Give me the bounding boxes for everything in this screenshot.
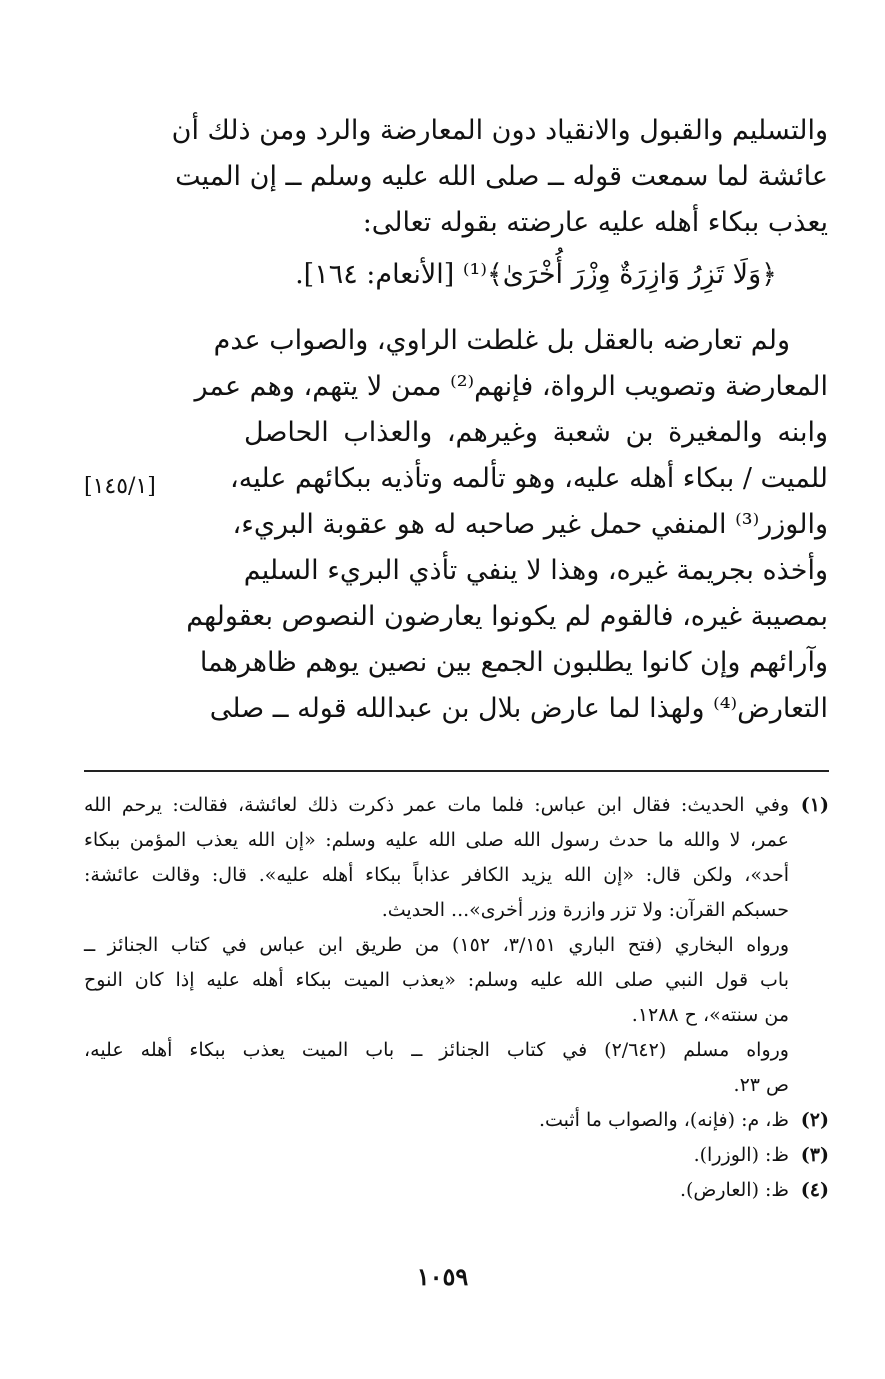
footnote-1 xyxy=(84,788,829,928)
text-line: والوزر⁽³⁾ المنفي حمل غير صاحبه له هو عقوبة البريء، xyxy=(232,509,828,540)
page-number: ١٠٥٩ xyxy=(416,1262,469,1291)
footnote-4 xyxy=(84,1173,829,1208)
text-line: والتسليم والقبول والانقياد دون المعارضة والرد ومن ذلك أن xyxy=(171,115,828,146)
quran-verse: ﴿وَلَا تَزِرُ وَازِرَةٌ وِزْرَ أُخْرَىٰ﴾⁽¹⁾ [الأنعام: ١٦٤]. xyxy=(295,259,777,290)
paragraph-gap xyxy=(244,304,828,318)
footnote-separator xyxy=(84,770,829,772)
footnote-line: ص ٢٣. xyxy=(733,1074,789,1096)
footnote-2 xyxy=(84,1103,829,1138)
footnote-1-bukhari xyxy=(84,928,829,1033)
footnote-number: (٢) xyxy=(800,1109,829,1131)
text-line: عائشة لما سمعت قوله ــ صلى الله عليه وسلم ــ إن الميت xyxy=(175,161,828,192)
text-line: يعذب ببكاء أهله عليه عارضته بقوله تعالى: xyxy=(362,207,828,238)
footnote-line: وفي الحديث: فقال ابن عباس: فلما مات عمر ذكرت ذلك لعائشة، فقالت: يرحم الله xyxy=(84,794,789,816)
footnote-line: ظ: (العارض). xyxy=(679,1179,789,1201)
footnote-line: ظ: (الوزرا). xyxy=(693,1144,789,1166)
footnote-number: (٤) xyxy=(800,1179,829,1201)
footnote-line: ورواه البخاري (فتح الباري ٣/١٥١، ١٥٢) من طريق ابن عباس في كتاب الجنائز ــ xyxy=(84,934,790,956)
text-line: المعارضة وتصويب الرواة، فإنهم⁽²⁾ ممن لا يتهم، وهم عمر xyxy=(194,371,828,402)
footnote-number: (٣) xyxy=(800,1144,829,1166)
text-line: وآرائهم وإن كانوا يطلبون الجمع بين نصين يوهم ظاهرهما xyxy=(199,647,828,678)
text-line: ولم تعارضه بالعقل بل غلطت الراوي، والصواب عدم xyxy=(213,325,790,356)
text-line: التعارض⁽⁴⁾ ولهذا لما عارض بلال بن عبدالله قوله ــ صلى xyxy=(209,693,828,724)
text-line: وابنه والمغيرة بن شعبة وغيرهم، والعذاب الحاصل xyxy=(244,417,828,448)
footnote-line: باب قول النبي صلى الله عليه وسلم: «يعذب الميت ببكاء أهله عليه إذا كان النوح xyxy=(84,969,789,991)
text-line: بمصيبة غيره، فالقوم لم يكونوا يعارضون النصوص بعقولهم xyxy=(186,601,828,632)
footnote-line: ورواه مسلم (٢/٦٤٢) في كتاب الجنائز ــ باب الميت يعذب ببكاء أهله عليه، xyxy=(84,1039,789,1061)
footnote-line: عمر، لا والله ما حدث رسول الله صلى الله عليه وسلم: «إن الله يعذب المؤمن ببكاء xyxy=(84,829,789,851)
margin-page-reference: [١٤٥/١] xyxy=(84,474,156,499)
footnote-number: (١) xyxy=(800,794,829,816)
footnote-1-muslim xyxy=(84,1033,829,1103)
text-line: للميت / ببكاء أهله عليه، وهو تألمه وتأذيه ببكائهم عليه، xyxy=(230,463,828,494)
main-text-block xyxy=(171,108,828,732)
footnote-line: حسبكم القرآن: ولا تزر وازرة وزر أخرى»... الحديث. xyxy=(381,899,789,921)
footnote-line: من سنته»، ح ١٢٨٨. xyxy=(631,1004,789,1026)
footnotes-section xyxy=(84,788,829,1208)
footnote-3 xyxy=(84,1138,829,1173)
text-line: وأخذه بجريمة غيره، وهذا لا ينفي تأذي البريء السليم xyxy=(243,555,828,586)
footnote-line: ظ، م: (فإنه)، والصواب ما أثبت. xyxy=(538,1109,789,1131)
footnote-line: أحد»، ولكن قال: «إن الله يزيد الكافر عذاباً ببكاء أهله عليه». قال: وقالت عائشة: xyxy=(84,864,789,886)
